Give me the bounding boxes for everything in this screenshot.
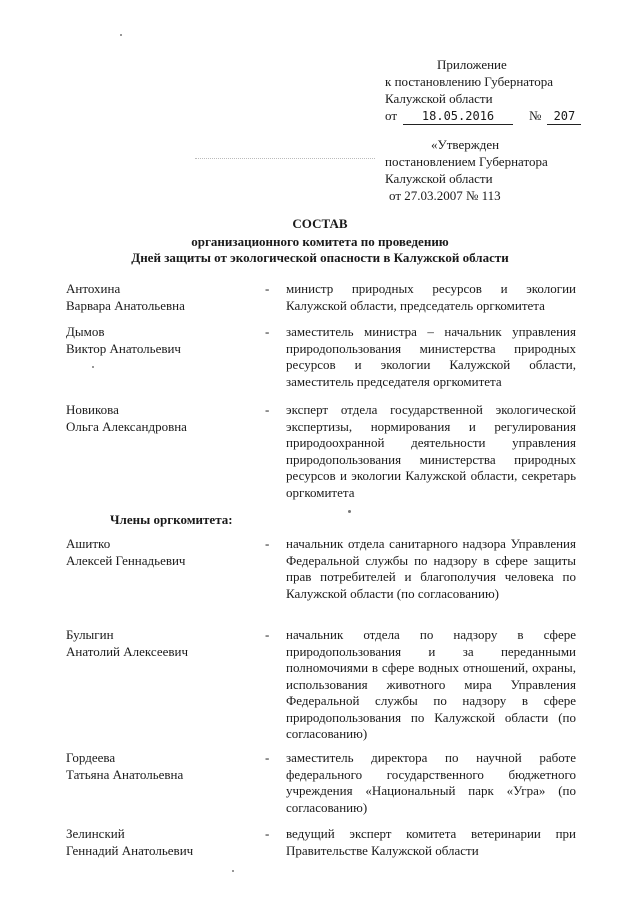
members-heading: Члены оргкомитета: [110,512,233,527]
member-surname: Дымов [66,324,105,339]
decree-date: 18.05.2016 [403,109,513,125]
approved-line-2: постановлением Губернатора [385,154,548,169]
approved-line-1: «Утвержден [431,137,500,152]
dash-separator: - [265,536,270,551]
member-role: заместитель директора по научной работе федерального государственного бюджетного учреждения «Национальный парк «Угра» (по согласованию) [286,750,576,815]
member-given-name: Геннадий Анатольевич [66,842,194,858]
number-label: № [529,108,542,123]
member-given-name: Алексей Геннадьевич [66,552,186,568]
member-given-name: Татьяна Анатольевна [66,766,184,782]
member-given-name: Ольга Александровна [66,418,187,434]
member-role: министр природных ресурсов и экологии Калужской области, председатель оргкомитета [286,281,576,313]
appendix-date-line [385,107,581,125]
document-subtitle-2: Дней защиты от экологической опасности в Калужской области [131,250,509,265]
dash-separator: - [265,281,270,296]
member-surname: Булыгин [66,627,114,642]
member-given-name: Виктор Анатольевич [66,340,181,356]
scan-speck [232,870,234,872]
member-surname: Антохина [66,281,121,296]
appendix-line-1: Приложение [437,57,507,72]
appendix-line-2: к постановлению Губернатора [385,74,554,89]
decree-number: 207 [547,109,581,125]
member-role: начальник отдела по надзору в сфере природопользования и за переданными полномочиями в сфере водных отношений, охраны, использования животного мира Управления Федеральной службы по надзору в сфере природопользования по Калужской области (по согласованию) [286,627,576,741]
dash-separator: - [265,826,270,841]
dash-separator: - [265,750,270,765]
approved-line-4: от 27.03.2007 № 113 [389,188,501,203]
member-surname: Гордеева [66,750,116,765]
dash-separator: - [265,324,270,339]
from-label: от [385,108,398,123]
member-given-name: Варвара Анатольевна [66,297,185,313]
member-surname: Зелинский [66,826,125,841]
document-title: СОСТАВ [292,216,348,231]
appendix-line-3: Калужской области [385,91,493,106]
member-role: эксперт отдела государственной экологической экспертизы, нормирования и регулирования природоохранной деятельности управления природопользования министерства природных ресурсов и экологии Калужской области, секретарь оргкомитета [286,402,576,500]
member-surname: Ашитко [66,536,111,551]
faint-dotted-line [195,158,375,159]
dash-separator: - [265,402,270,417]
scan-speck [348,510,351,513]
appendix-block [385,56,581,125]
member-role: ведущий эксперт комитета ветеринарии при Правительстве Калужской области [286,826,576,858]
approved-line-3: Калужской области [385,171,493,186]
approved-block [385,136,548,204]
member-surname: Новикова [66,402,119,417]
scan-speck [120,34,122,36]
scan-speck [92,366,94,368]
document-subtitle-1: организационного комитета по проведению [191,234,449,249]
member-role: начальник отдела санитарного надзора Управления Федеральной службы по надзору в сфере защиты прав потребителей и благополучия человека по Калужской области (по согласованию) [286,536,576,601]
member-given-name: Анатолий Алексеевич [66,643,189,659]
dash-separator: - [265,627,270,642]
member-role: заместитель министра – начальник управления природопользования министерства природных ресурсов и экологии Калужской области, заместитель председателя оргкомитета [286,324,576,389]
